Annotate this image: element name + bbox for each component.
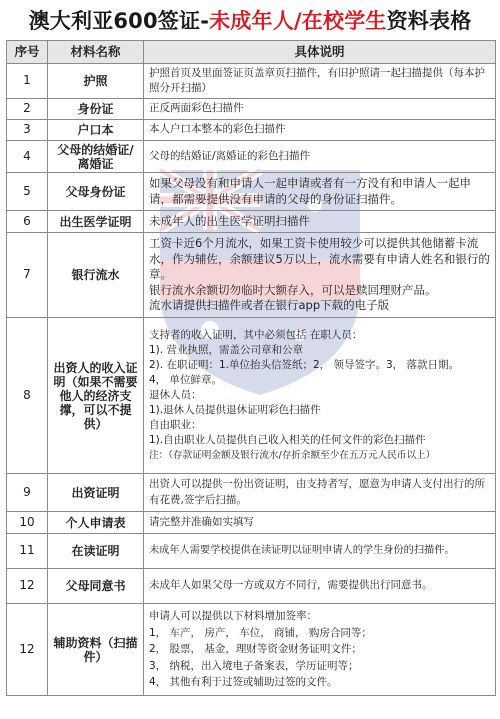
table-row: [7, 512, 496, 534]
material-name: 出资人的收入证明（如果不需要他人的经济支撑，可以不提供）: [48, 318, 144, 474]
table-row: [7, 173, 496, 211]
table-row: [7, 64, 496, 99]
material-description: [144, 99, 496, 120]
material-name: 父母身份证: [48, 173, 144, 211]
material-name: 辅助资料（扫描件）: [48, 604, 144, 696]
table-row: [7, 534, 496, 569]
material-name: 父母的结婚证/离婚证: [48, 141, 144, 173]
title-part-1: 澳大利亚600签证-: [28, 9, 210, 33]
material-description: [144, 120, 496, 141]
row-number: 12: [7, 569, 48, 604]
title-part-3: 资料表格: [386, 9, 472, 33]
description-text: 父母的结婚证/离婚证的彩色扫描件: [149, 149, 311, 162]
table-row: [7, 233, 496, 318]
description-text: 流水请提供扫描件或者在银行app下载的电子版: [149, 298, 390, 313]
table-row: [7, 604, 496, 696]
header-index: 序号: [7, 41, 48, 64]
material-description: [144, 173, 496, 211]
material-name: 户口本: [48, 120, 144, 141]
header-material-name: 材料名称: [48, 41, 144, 64]
material-description: [144, 474, 496, 512]
material-description: [144, 141, 496, 173]
description-text: 工资卡近6个月流水，如果工资卡使用较少可以提供其他储蓄卡流水，作为辅佐，余额建议5万以上，流水需要有申请人姓名和银行的章。: [149, 236, 490, 282]
title-part-2: 未成年人/在校学生: [209, 9, 387, 33]
description-text: 未成年人需要学校提供在读证明以证明申请人的学生身份的扫描件。: [149, 545, 455, 557]
description-text: 如果父母没有和申请人一起申请或者有一方没有和申请人一起申请，都需要提供没有申请的父母的身份证扫描件。: [149, 176, 471, 206]
table-row: [7, 569, 496, 604]
material-name: 在读证明: [48, 534, 144, 569]
material-description: [144, 318, 496, 474]
material-description: [144, 233, 496, 318]
description-text: 2). 在职证明：1.单位抬头信签纸；2， 领导签字。3， 落款日期。: [149, 359, 460, 371]
description-text: 本人户口本整本的彩色扫描件: [149, 123, 286, 136]
row-number: 11: [7, 534, 48, 569]
material-description: [144, 512, 496, 534]
row-number: 12: [7, 604, 48, 696]
description-text: 护照首页及里面签证页盖章页扫描件，有旧护照请一起扫描提供（每本护照分开扫描）: [149, 66, 485, 94]
row-number: 6: [7, 211, 48, 233]
description-text: 2， 股票， 基金，理财等资金财务证明文件；: [149, 643, 362, 656]
row-number: 1: [7, 64, 48, 99]
material-description: [144, 211, 496, 233]
description-text: 4， 其他有利于过签或辅助过签的文件。: [149, 676, 338, 689]
document-title: [0, 0, 500, 40]
material-description: [144, 604, 496, 696]
material-description: [144, 534, 496, 569]
material-name: 出生医学证明: [48, 211, 144, 233]
description-text: 自由职业：: [149, 419, 202, 431]
description-text: 1， 车产， 房产， 车位， 商铺， 购房合同等；: [149, 626, 372, 639]
material-name: 银行流水: [48, 233, 144, 318]
row-number: 10: [7, 512, 48, 534]
table-header-row: [7, 41, 496, 64]
table-row: [7, 99, 496, 120]
description-text: 1). 营业执照，需盖公司章和公章: [149, 344, 303, 356]
material-description: [144, 569, 496, 604]
row-number: 3: [7, 120, 48, 141]
row-number: 9: [7, 474, 48, 512]
material-name: 个人申请表: [48, 512, 144, 534]
material-name: 出资证明: [48, 474, 144, 512]
description-text: 银行流水余额切勿临时大额存入，可以是赎回理财产品。: [149, 282, 437, 297]
description-text: 支持者的收入证明，其中必须包括 在职人员：: [149, 329, 363, 341]
materials-table: [6, 40, 496, 696]
row-number: 8: [7, 318, 48, 474]
description-text: 1).退休人员提供退休证明彩色扫描件: [149, 404, 321, 416]
table-row: [7, 474, 496, 512]
table-row: [7, 120, 496, 141]
material-description: [144, 64, 496, 99]
table-row: [7, 211, 496, 233]
row-number: 4: [7, 141, 48, 173]
table-row: [7, 318, 496, 474]
description-text: 3， 纳税，出入境电子备案表，学历证明等；: [149, 659, 359, 672]
description-text: 1).自由职业人员提供自己收入相关的任何文件的彩色扫描件: [149, 434, 426, 446]
material-name: 护照: [48, 64, 144, 99]
description-text: 注：（存款证明金额及银行流水/存折余额至少在五万元人民币以上）: [149, 450, 436, 461]
header-description: 具体说明: [144, 41, 496, 64]
table-row: [7, 141, 496, 173]
material-name: 父母同意书: [48, 569, 144, 604]
row-number: 5: [7, 173, 48, 211]
description-text: 退休人员：: [149, 389, 202, 401]
description-text: 出资人可以提供一份出资证明，由支持者写，愿意为申请人支付出行的所有花费,签字后扫描。: [149, 478, 485, 506]
row-number: 2: [7, 99, 48, 120]
description-text: 正反两面彩色扫描件: [149, 102, 244, 115]
description-text: 请完整并准确如实填写: [149, 515, 254, 528]
description-text: 申请人可以提供以下材料增加签率：: [149, 610, 317, 623]
row-number: 7: [7, 233, 48, 318]
description-text: 4， 单位鲜章。: [149, 374, 223, 386]
description-text: 未成年人的出生医学证明扫描件: [149, 213, 310, 228]
material-name: 身份证: [48, 99, 144, 120]
description-text: 未成年人如果父母一方或双方不同行，需要提供出行同意书。: [149, 579, 433, 592]
